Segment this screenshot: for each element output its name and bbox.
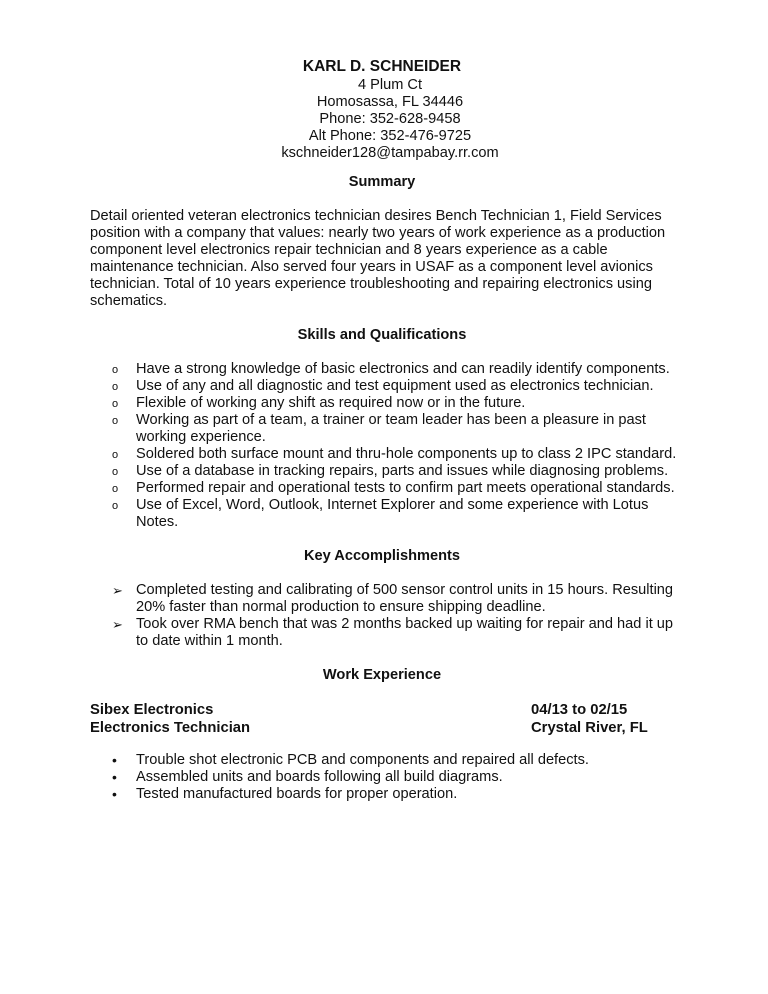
circle-bullet-icon: o bbox=[112, 466, 119, 478]
accomplishment-item bbox=[90, 616, 684, 650]
circle-bullet-icon: o bbox=[112, 483, 119, 495]
arrow-bullet-icon: ➢ bbox=[112, 583, 123, 598]
job-duty-item bbox=[90, 752, 684, 769]
job-duty-text: Assembled units and boards following all build diagrams. bbox=[136, 769, 503, 785]
skill-text: Use of any and all diagnostic and test equipment used as electronics technician. bbox=[136, 378, 654, 394]
skill-text: Have a strong knowledge of basic electronics and can readily identify components. bbox=[136, 361, 670, 377]
job-position-row bbox=[90, 719, 690, 737]
address-street: 4 Plum Ct bbox=[357, 77, 423, 93]
circle-bullet-icon: o bbox=[112, 381, 119, 393]
job-company: Sibex Electronics bbox=[90, 702, 214, 718]
applicant-name: KARL D. SCHNEIDER bbox=[302, 58, 462, 75]
summary-text: Detail oriented veteran electronics technician desires Bench Technician 1, Field Services position with a company that values: nearly two years of work experience as a production component level electronics repair technician and 8 years experience as a cable maintenance technician. Also served four years in USAF as a component level avionics technician. Total of 10 years experience troubleshooting and repairing electronics using schematics. bbox=[90, 208, 666, 309]
skill-text: Soldered both surface mount and thru-hole components up to class 2 IPC standard. bbox=[136, 446, 677, 462]
alt-phone-number: Alt Phone: 352-476-9725 bbox=[308, 128, 472, 144]
job-duty-text: Tested manufactured boards for proper operation. bbox=[136, 786, 458, 802]
job-position: Electronics Technician bbox=[90, 720, 251, 736]
job-duty-item bbox=[90, 786, 684, 803]
resume-document bbox=[90, 56, 690, 803]
summary-heading: Summary bbox=[348, 174, 416, 190]
job-location: Crystal River, FL bbox=[531, 720, 648, 736]
skills-heading: Skills and Qualifications bbox=[297, 327, 467, 343]
phone-number: Phone: 352-628-9458 bbox=[319, 111, 461, 127]
address-city: Homosassa, FL 34446 bbox=[316, 94, 464, 110]
circle-bullet-icon: o bbox=[112, 364, 119, 376]
circle-bullet-icon: o bbox=[112, 500, 119, 512]
circle-bullet-icon: o bbox=[112, 415, 119, 427]
dot-bullet-icon: • bbox=[112, 769, 117, 785]
skill-text: Flexible of working any shift as required now or in the future. bbox=[136, 395, 526, 411]
skill-item bbox=[90, 378, 684, 395]
skill-text: Use of Excel, Word, Outlook, Internet Explorer and some experience with Lotus Notes. bbox=[136, 497, 649, 530]
skill-item bbox=[90, 412, 684, 446]
contact-header bbox=[90, 56, 690, 162]
accomplishment-text: Completed testing and calibrating of 500 sensor control units in 15 hours. Resulting 20% faster than normal production to ensure shipping deadline. bbox=[136, 582, 674, 615]
job-entry bbox=[90, 701, 690, 803]
dot-bullet-icon: • bbox=[112, 752, 117, 768]
work-heading: Work Experience bbox=[322, 667, 442, 683]
skill-item bbox=[90, 497, 684, 531]
skill-text: Performed repair and operational tests to confirm part meets operational standards. bbox=[136, 480, 675, 496]
skill-item bbox=[90, 361, 684, 378]
accomplishments-list bbox=[90, 582, 690, 650]
skill-item bbox=[90, 446, 684, 463]
accomplishment-text: Took over RMA bench that was 2 months backed up waiting for repair and had it up to date within 1 month. bbox=[136, 616, 674, 649]
job-duties-list bbox=[90, 752, 690, 803]
email-address: kschneider128@tampabay.rr.com bbox=[281, 145, 499, 161]
skill-item bbox=[90, 480, 684, 497]
circle-bullet-icon: o bbox=[112, 398, 119, 410]
skill-text: Use of a database in tracking repairs, parts and issues while diagnosing problems. bbox=[136, 463, 669, 479]
job-duty-item bbox=[90, 769, 684, 786]
job-duty-text: Trouble shot electronic PCB and components and repaired all defects. bbox=[136, 752, 589, 768]
skills-list bbox=[90, 361, 690, 531]
accomplishments-heading: Key Accomplishments bbox=[304, 548, 460, 564]
circle-bullet-icon: o bbox=[112, 449, 119, 461]
skill-item bbox=[90, 395, 684, 412]
skill-item bbox=[90, 463, 684, 480]
arrow-bullet-icon: ➢ bbox=[112, 617, 123, 632]
job-dates: 04/13 to 02/15 bbox=[531, 702, 628, 718]
skill-text: Working as part of a team, a trainer or team leader has been a pleasure in past working experience. bbox=[136, 412, 646, 445]
dot-bullet-icon: • bbox=[112, 786, 117, 802]
job-company-row bbox=[90, 701, 690, 719]
accomplishment-item bbox=[90, 582, 684, 616]
